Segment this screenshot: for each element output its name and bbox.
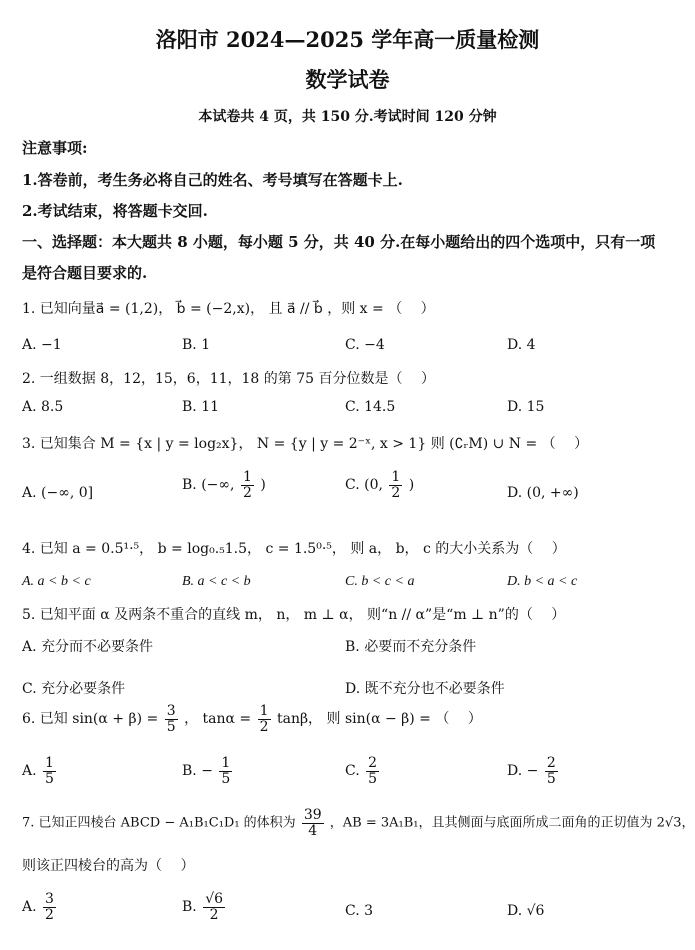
option-c — [345, 756, 381, 786]
question-6 — [22, 704, 482, 734]
option-c: C. 充分必要条件 — [22, 681, 126, 697]
note-item: 2.考试结束，将答题卡交回. — [22, 202, 208, 220]
option-label: A. — [22, 763, 37, 780]
option-label: D. — [507, 903, 523, 919]
fraction — [219, 756, 232, 786]
math-expr: ) — [408, 477, 415, 494]
sign: − — [526, 763, 539, 780]
fraction-numerator: 3 — [45, 891, 54, 907]
fraction-numerator: 1 — [259, 703, 269, 719]
fraction-denominator: 5 — [546, 770, 556, 787]
option-b: B. 11 — [182, 399, 220, 415]
option-c: C. 14.5 — [345, 399, 396, 415]
fraction-denominator: 5 — [221, 770, 231, 787]
fraction — [203, 892, 225, 922]
sign: − — [201, 763, 213, 780]
fraction — [43, 756, 56, 786]
question-text: 7. 已知正四棱台 ABCD − A₁B₁C₁D₁ 的体积为 — [22, 815, 296, 831]
option-d — [507, 903, 544, 919]
fraction-numerator: 2 — [546, 755, 556, 771]
option-a — [22, 892, 58, 922]
option-value: 3 — [364, 903, 374, 919]
fraction-denominator: 2 — [209, 906, 219, 923]
option-b: B. 必要而不充分条件 — [345, 639, 477, 655]
option-a: A. −1 — [22, 337, 62, 353]
fraction-numerator: 39 — [303, 807, 322, 823]
option-a: A. a < b < c — [22, 574, 91, 589]
fraction-numerator: √6 — [205, 891, 224, 907]
option-d: D. 15 — [507, 399, 545, 415]
fraction — [389, 470, 402, 500]
math-expr: (−∞, — [201, 477, 235, 494]
section-heading: 一、选择题：本大题共 8 小题，每小题 5 分，共 40 分.在每小题给出的四个选项中，只有一项 — [22, 233, 656, 251]
option-value: √6 — [526, 903, 545, 919]
question-1: 1. 已知向量a⃗ = (1,2)， b⃗ = (−2,x)， 且 a⃗ // b⃗ ，则 x = （ ） — [22, 301, 435, 317]
fraction — [302, 808, 324, 838]
option-a: A. 8.5 — [22, 399, 64, 415]
option-b — [182, 756, 234, 786]
option-d — [507, 756, 560, 786]
fraction — [545, 756, 558, 786]
option-c — [345, 470, 414, 500]
option-d: D. 既不充分也不必要条件 — [345, 681, 505, 697]
option-a — [22, 756, 58, 786]
option-a: A. (−∞, 0] — [22, 485, 94, 501]
option-label: B. — [182, 477, 197, 494]
question-2: 2. 一组数据 8，12，15，6，11，18 的第 75 百分位数是（ ） — [22, 371, 435, 387]
question-4: 4. 已知 a = 0.5¹·⁵， b = log₀.₅1.5， c = 1.5⁰·⁵， 则 a， b， c 的大小关系为（ ） — [22, 541, 566, 557]
fraction-denominator: 5 — [368, 770, 378, 787]
fraction-numerator: 3 — [166, 703, 176, 719]
fraction-denominator: 2 — [391, 484, 401, 501]
question-text: tanβ， 则 sin(α − β) = （ ） — [276, 711, 482, 728]
option-label: D. — [507, 763, 523, 780]
section-heading-cont: 是符合题目要求的. — [22, 264, 148, 282]
exam-title: 洛阳市 2024—2025 学年高一质量检测 — [155, 27, 540, 52]
option-c — [345, 903, 373, 919]
notes-heading: 注意事项: — [22, 139, 88, 157]
option-label: C. — [345, 477, 360, 494]
option-d: D. (0, +∞) — [507, 485, 579, 501]
option-d: D. 4 — [507, 337, 536, 353]
option-label: B. — [182, 763, 197, 780]
note-item: 1.答卷前，考生务必将自己的姓名、考号填写在答题卡上. — [22, 171, 403, 189]
fraction-denominator: 2 — [45, 906, 54, 923]
fraction-denominator: 5 — [166, 718, 176, 735]
option-d: D. b < a < c — [507, 574, 578, 589]
fraction — [241, 470, 254, 500]
option-b — [182, 892, 227, 922]
option-a: A. 充分而不必要条件 — [22, 639, 154, 655]
exam-subtitle: 数学试卷 — [305, 67, 390, 92]
question-7 — [22, 808, 694, 838]
fraction — [165, 704, 178, 734]
question-5: 5. 已知平面 α 及两条不重合的直线 m， n， m ⊥ α， 则“n // α”是“m ⊥ n”的（ ） — [22, 607, 566, 623]
fraction — [258, 704, 271, 734]
fraction-numerator: 1 — [221, 755, 231, 771]
option-label: C. — [345, 903, 360, 919]
question-text: ， tanα = — [184, 711, 252, 728]
exam-info: 本试卷共 4 页，共 150 分.考试时间 120 分钟 — [198, 109, 497, 125]
option-label: C. — [345, 763, 360, 780]
fraction-numerator: 1 — [391, 469, 401, 485]
option-label: B. — [182, 899, 197, 916]
fraction-denominator: 2 — [259, 718, 269, 735]
fraction-denominator: 2 — [242, 484, 252, 501]
fraction — [366, 756, 379, 786]
fraction-denominator: 4 — [308, 822, 318, 839]
fraction-numerator: 1 — [242, 469, 252, 485]
option-b: B. 1 — [182, 337, 211, 353]
fraction — [43, 892, 56, 922]
question-text: 6. 已知 sin(α + β) = — [22, 711, 159, 728]
fraction-denominator: 5 — [45, 770, 54, 787]
option-b — [182, 470, 266, 500]
question-7-cont: 则该正四棱台的高为（ ） — [22, 858, 195, 874]
fraction-numerator: 1 — [45, 755, 54, 771]
option-c: C. −4 — [345, 337, 385, 353]
option-label: A. — [22, 899, 37, 916]
option-c: C. b < c < a — [345, 574, 415, 589]
math-expr: ) — [260, 477, 266, 494]
question-3: 3. 已知集合 M = {x | y = log₂x}， N = {y | y = 2⁻ˣ, x > 1} 则 (∁ᵣM) ∪ N = （ ） — [22, 436, 589, 452]
question-text: ，AB = 3A₁B₁，且其侧面与底面所成二面角的正切值为 2√3， — [329, 815, 695, 831]
option-b: B. a < c < b — [182, 574, 251, 589]
math-expr: (0, — [364, 477, 383, 494]
fraction-numerator: 2 — [368, 755, 378, 771]
